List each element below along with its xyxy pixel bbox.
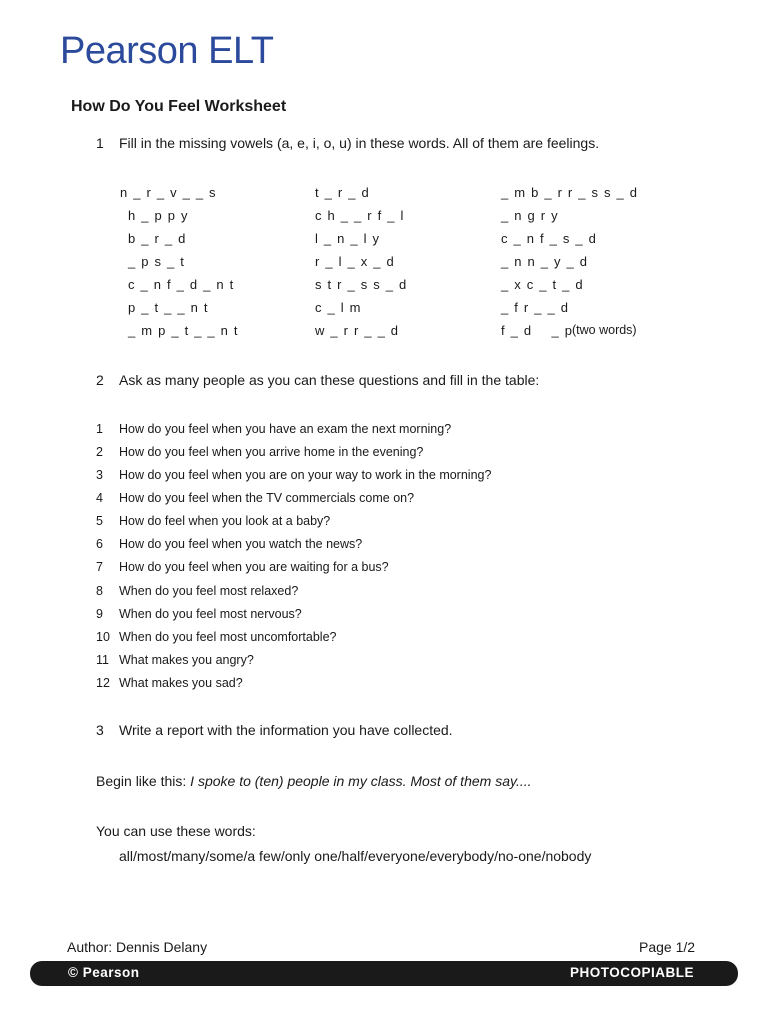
begin-label: Begin like this: bbox=[96, 773, 191, 789]
question-number: 7 bbox=[96, 560, 103, 574]
question-number: 3 bbox=[96, 468, 103, 482]
word-puzzle-item: h _ p p y bbox=[128, 208, 189, 223]
word-puzzle-item: c h _ _ r f _ l bbox=[315, 208, 405, 223]
question-text: How do you feel when you are on your way to work in the morning? bbox=[119, 468, 492, 482]
word-puzzle-item: _ n g r y bbox=[501, 208, 559, 223]
word-puzzle-item: b _ r _ d bbox=[128, 231, 187, 246]
word-puzzle-item: _ n n _ y _ d bbox=[501, 254, 589, 269]
question-number: 8 bbox=[96, 584, 103, 598]
publisher-logo-text: Pearson ELT bbox=[60, 30, 274, 72]
word-puzzle-item: _ m b _ r r _ s s _ d bbox=[501, 185, 639, 200]
word-puzzle-item: t _ r _ d bbox=[315, 185, 370, 200]
author-credit: Author: Dennis Delany bbox=[67, 939, 208, 955]
section-2-number: 2 bbox=[96, 372, 104, 388]
question-text: How do you feel when the TV commercials come on? bbox=[119, 491, 415, 505]
word-puzzle-item: _ x c _ t _ d bbox=[501, 277, 584, 292]
words-label: You can use these words: bbox=[96, 823, 256, 839]
question-text: When do you feel most nervous? bbox=[119, 607, 302, 621]
begin-example: I spoke to (ten) people in my class. Most of them say.... bbox=[190, 773, 532, 789]
section-3-number: 3 bbox=[96, 722, 104, 738]
section-1-instruction: Fill in the missing vowels (a, e, i, o, u) in these words. All of them are feelings. bbox=[119, 135, 600, 151]
question-number: 6 bbox=[96, 537, 103, 551]
word-puzzle-item: s t r _ s s _ d bbox=[315, 277, 408, 292]
word-puzzle-item: _ p s _ t bbox=[128, 254, 186, 269]
word-puzzle-item: r _ l _ x _ d bbox=[315, 254, 395, 269]
question-number: 12 bbox=[96, 676, 110, 690]
question-text: When do you feel most relaxed? bbox=[119, 584, 299, 598]
worksheet-title: How Do You Feel Worksheet bbox=[71, 98, 287, 115]
question-number: 10 bbox=[96, 630, 110, 644]
question-number: 9 bbox=[96, 607, 103, 621]
question-number: 2 bbox=[96, 445, 103, 459]
section-2-instruction: Ask as many people as you can these questions and fill in the table: bbox=[119, 372, 540, 388]
section-3-instruction: Write a report with the information you have collected. bbox=[119, 722, 453, 738]
word-puzzle-item: _ m p _ t _ _ n t bbox=[128, 323, 239, 338]
photocopiable-label: PHOTOCOPIABLE bbox=[570, 965, 695, 980]
footer-bar bbox=[30, 961, 738, 986]
question-text: What makes you angry? bbox=[119, 653, 254, 667]
two-words-note: (two words) bbox=[572, 323, 637, 337]
word-puzzle-item: c _ n f _ s _ d bbox=[501, 231, 598, 246]
page-number: Page 1/2 bbox=[639, 939, 696, 955]
word-puzzle-item: n _ r _ v _ _ s bbox=[120, 185, 217, 200]
word-puzzle-item: c _ l m bbox=[315, 300, 362, 315]
word-puzzle-item: p _ t _ _ n t bbox=[128, 300, 209, 315]
question-text: What makes you sad? bbox=[119, 676, 243, 690]
question-number: 11 bbox=[96, 653, 109, 667]
question-text: How do feel when you look at a baby? bbox=[119, 514, 331, 528]
section-1-number: 1 bbox=[96, 135, 104, 151]
question-number: 1 bbox=[96, 422, 103, 436]
question-number: 4 bbox=[96, 491, 103, 505]
quantifier-word-list: all/most/many/some/a few/only one/half/everyone/everybody/no-one/nobody bbox=[119, 848, 592, 864]
question-text: How do you feel when you arrive home in the evening? bbox=[119, 445, 424, 459]
word-puzzle-item: w _ r r _ _ d bbox=[315, 323, 400, 338]
copyright-notice: © Pearson bbox=[68, 965, 140, 980]
word-puzzle-item: f _ d _ p bbox=[501, 323, 574, 338]
word-puzzle-item: c _ n f _ d _ n t bbox=[128, 277, 235, 292]
begin-example-line bbox=[96, 773, 532, 789]
question-number: 5 bbox=[96, 514, 103, 528]
question-text: How do you feel when you have an exam the next morning? bbox=[119, 422, 452, 436]
word-puzzle-item: _ f r _ _ d bbox=[501, 300, 570, 315]
question-text: How do you feel when you are waiting for a bus? bbox=[119, 560, 389, 574]
question-text: How do you feel when you watch the news? bbox=[119, 537, 363, 551]
question-text: When do you feel most uncomfortable? bbox=[119, 630, 337, 644]
word-puzzle-item: l _ n _ l y bbox=[315, 231, 381, 246]
